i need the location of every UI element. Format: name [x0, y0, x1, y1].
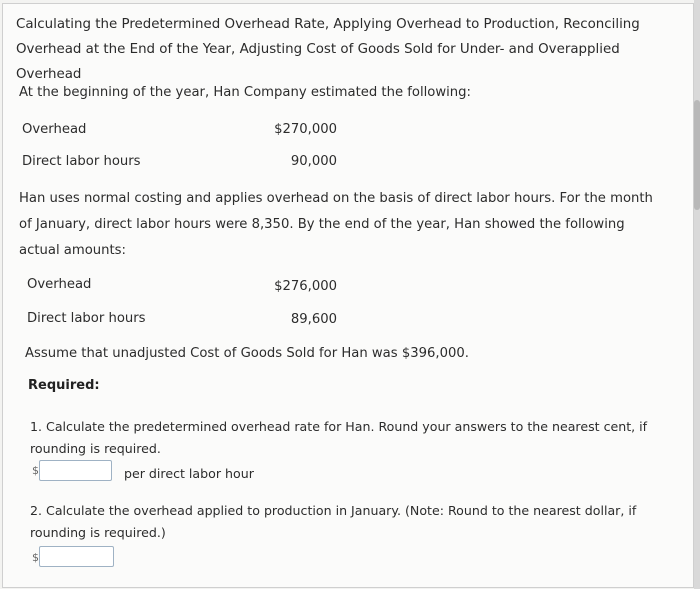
- rate-unit-label: per direct labor hour: [124, 466, 254, 481]
- scrollbar-track[interactable]: [694, 0, 700, 589]
- question-1-text: Calculate the predetermined overhead rate for Han. Round your answers to the nearest cent, if rounding is required.: [30, 419, 648, 456]
- estimated-hours-label: Direct labor hours: [22, 154, 141, 169]
- question-1-number: 1.: [30, 419, 43, 434]
- rate-input[interactable]: [39, 460, 112, 481]
- question-2-text: Calculate the overhead applied to production in January. (Note: Round to the nearest dollar, if rounding is required.): [30, 503, 637, 540]
- required-heading: Required:: [28, 378, 100, 393]
- actual-overhead-value: $276,000: [274, 279, 337, 294]
- estimated-hours-value: 90,000: [290, 154, 337, 169]
- question-2-number: 2.: [30, 503, 43, 518]
- estimated-overhead-label: Overhead: [22, 122, 87, 137]
- description-text: Han uses normal costing and applies overhead on the basis of direct labor hours. For the month of January, direct labor hours were 8,350. By the end of the year, Han showed the following actual amounts:: [19, 191, 653, 258]
- estimated-overhead-value: $270,000: [274, 122, 337, 137]
- problem-title: Calculating the Predetermined Overhead Rate, Applying Overhead to Production, Reconciling Overhead at the End of the Year, Adjusting Cost of Goods Sold for Under- and Overapplied Overhead: [16, 17, 640, 82]
- actual-hours-value: 89,600: [290, 312, 337, 327]
- intro-text: At the beginning of the year, Han Company estimated the following:: [19, 85, 471, 100]
- actual-hours-label: Direct labor hours: [27, 311, 146, 326]
- question-1: [30, 416, 660, 460]
- actual-overhead-label: Overhead: [27, 277, 92, 292]
- question-2: [30, 500, 660, 544]
- currency-symbol-1: $: [32, 464, 39, 477]
- applied-overhead-input[interactable]: [39, 546, 114, 567]
- assume-text: Assume that unadjusted Cost of Goods Sold for Han was $396,000.: [25, 346, 469, 361]
- currency-symbol-2: $: [32, 551, 39, 564]
- scrollbar-thumb[interactable]: [694, 100, 700, 210]
